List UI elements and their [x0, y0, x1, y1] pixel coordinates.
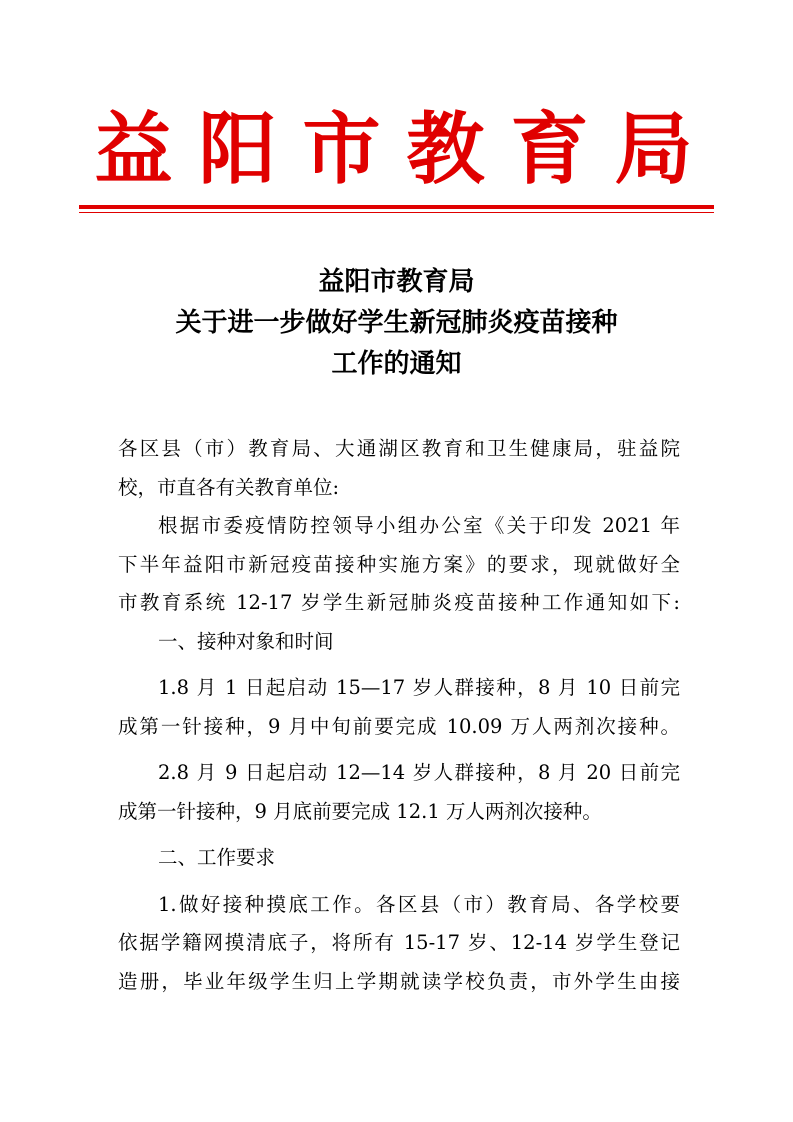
item-2-line-2: 成第一针接种，9 月底前要完成 12.1 万人两剂次接种。 [118, 799, 602, 823]
item-2-line-1: 2.8 月 9 日起启动 12—14 岁人群接种，8 月 20 日前完 [158, 761, 680, 784]
paragraph-1-line-2: 下半年益阳市新冠疫苗接种实施方案》的要求，现就做好全 [118, 552, 680, 576]
paragraph-1-line-1: 根据市委疫情防控领导小组办公室《关于印发 2021 年 [158, 514, 680, 537]
addressee-line-2: 校，市直各有关教育单位: [118, 475, 340, 499]
section-2-heading: 二、工作要求 [158, 846, 276, 869]
document-title [0, 262, 793, 385]
section-1-heading: 一、接种对象和时间 [158, 629, 334, 653]
paragraph-1-line-3: 市教育系统 12-17 岁学生新冠肺炎疫苗接种工作通知如下: [118, 591, 680, 614]
letterhead-org-name: 益阳市教育局 [94, 104, 719, 195]
requirement-1-line-1: 1.做好接种摸底工作。各区县（市）教育局、各学校要 [158, 892, 680, 916]
title-line-1: 益阳市教育局 [318, 267, 475, 297]
title-line-2: 关于进一步做好学生新冠肺炎疫苗接种 [175, 308, 618, 338]
letterhead-red-rule-thin [79, 212, 714, 213]
letterhead-red-rule-thick [79, 205, 714, 209]
item-1-line-1: 1.8 月 1 日起启动 15—17 岁人群接种，8 月 10 日前完 [158, 676, 680, 699]
document-body [118, 430, 680, 1001]
addressee-line-1: 各区县（市）教育局、大通湖区教育和卫生健康局，驻益院 [118, 437, 680, 460]
title-line-3: 工作的通知 [331, 349, 462, 379]
requirement-1-line-2: 依据学籍网摸清底子，将所有 15-17 岁、12-14 岁学生登记 [118, 931, 680, 954]
item-1-line-2: 成第一针接种，9 月中旬前要完成 10.09 万人两剂次接种。 [118, 714, 680, 738]
requirement-1-line-3: 造册，毕业年级学生归上学期就读学校负责，市外学生由接 [118, 969, 680, 993]
